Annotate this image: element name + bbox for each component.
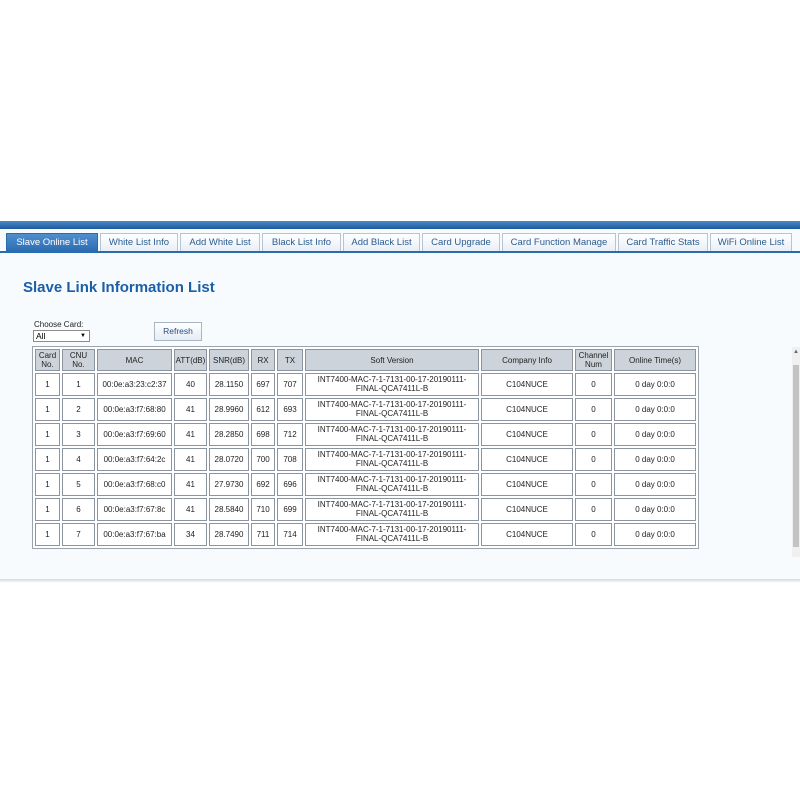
cell-online-time: 0 day 0:0:0 <box>614 473 696 496</box>
cell-rx: 692 <box>251 473 275 496</box>
cell-cnu-no: 4 <box>62 448 95 471</box>
cell-channel-num: 0 <box>575 423 612 446</box>
cell-snr: 28.1150 <box>209 373 249 396</box>
header-company-info: Company Info <box>481 349 573 371</box>
choose-card-value: All <box>36 331 46 341</box>
tab-add-black-list[interactable]: Add Black List <box>343 233 420 252</box>
cell-online-time: 0 day 0:0:0 <box>614 423 696 446</box>
choose-card-select[interactable] <box>33 330 90 342</box>
cell-channel-num: 0 <box>575 373 612 396</box>
table-row <box>35 473 696 496</box>
table-row <box>35 398 696 421</box>
cell-soft-version: INT7400-MAC-7-1-7131-00-17-20190111-FINAL-QCA7411L-B <box>305 423 479 446</box>
cell-soft-version: INT7400-MAC-7-1-7131-00-17-20190111-FINAL-QCA7411L-B <box>305 498 479 521</box>
cell-card-no: 1 <box>35 498 60 521</box>
top-banner <box>0 221 800 229</box>
cell-rx: 697 <box>251 373 275 396</box>
cell-tx: 696 <box>277 473 303 496</box>
cell-mac: 00:0e:a3:f7:68:c0 <box>97 473 172 496</box>
header-snr: SNR(dB) <box>209 349 249 371</box>
vertical-scrollbar[interactable] <box>792 347 800 557</box>
cell-snr: 27.9730 <box>209 473 249 496</box>
cell-tx: 707 <box>277 373 303 396</box>
table-row <box>35 523 696 546</box>
app-window <box>0 221 800 579</box>
header-online-time: Online Time(s) <box>614 349 696 371</box>
cell-card-no: 1 <box>35 523 60 546</box>
cell-online-time: 0 day 0:0:0 <box>614 498 696 521</box>
tab-card-traffic-stats[interactable]: Card Traffic Stats <box>618 233 708 252</box>
cell-att: 40 <box>174 373 207 396</box>
cell-tx: 712 <box>277 423 303 446</box>
table-header-row <box>35 349 696 371</box>
cell-channel-num: 0 <box>575 398 612 421</box>
cell-mac: 00:0e:a3:23:c2:37 <box>97 373 172 396</box>
cell-channel-num: 0 <box>575 523 612 546</box>
cell-company-info: C104NUCE <box>481 398 573 421</box>
cell-rx: 700 <box>251 448 275 471</box>
cell-channel-num: 0 <box>575 448 612 471</box>
cell-tx: 708 <box>277 448 303 471</box>
header-channel-num: Channel Num <box>575 349 612 371</box>
cell-att: 41 <box>174 448 207 471</box>
cell-rx: 698 <box>251 423 275 446</box>
cell-card-no: 1 <box>35 423 60 446</box>
cell-att: 41 <box>174 473 207 496</box>
cell-soft-version: INT7400-MAC-7-1-7131-00-17-20190111-FINAL-QCA7411L-B <box>305 398 479 421</box>
tab-card-function-manage[interactable]: Card Function Manage <box>502 233 616 252</box>
cell-soft-version: INT7400-MAC-7-1-7131-00-17-20190111-FINAL-QCA7411L-B <box>305 523 479 546</box>
cell-company-info: C104NUCE <box>481 498 573 521</box>
tab-wifi-online-list[interactable]: WiFi Online List <box>710 233 792 252</box>
chevron-down-icon: ▼ <box>80 333 86 339</box>
cell-mac: 00:0e:a3:f7:67:8c <box>97 498 172 521</box>
cell-card-no: 1 <box>35 448 60 471</box>
header-mac: MAC <box>97 349 172 371</box>
cell-company-info: C104NUCE <box>481 423 573 446</box>
tab-slave-online-list[interactable]: Slave Online List <box>6 233 98 252</box>
tab-add-white-list[interactable]: Add White List <box>180 233 260 252</box>
cell-mac: 00:0e:a3:f7:64:2c <box>97 448 172 471</box>
cell-card-no: 1 <box>35 473 60 496</box>
cell-snr: 28.5840 <box>209 498 249 521</box>
cell-online-time: 0 day 0:0:0 <box>614 523 696 546</box>
cell-mac: 00:0e:a3:f7:67:ba <box>97 523 172 546</box>
cell-cnu-no: 6 <box>62 498 95 521</box>
cell-company-info: C104NUCE <box>481 523 573 546</box>
scrollbar-thumb[interactable] <box>793 365 799 547</box>
cell-att: 34 <box>174 523 207 546</box>
tab-card-upgrade[interactable]: Card Upgrade <box>422 233 500 252</box>
cell-company-info: C104NUCE <box>481 473 573 496</box>
cell-att: 41 <box>174 423 207 446</box>
cell-card-no: 1 <box>35 398 60 421</box>
cell-tx: 714 <box>277 523 303 546</box>
cell-cnu-no: 2 <box>62 398 95 421</box>
cell-channel-num: 0 <box>575 498 612 521</box>
scroll-up-arrow-icon[interactable]: ▲ <box>793 349 799 355</box>
header-soft-version: Soft Version <box>305 349 479 371</box>
tab-black-list-info[interactable]: Black List Info <box>262 233 341 252</box>
cell-company-info: C104NUCE <box>481 373 573 396</box>
cell-att: 41 <box>174 498 207 521</box>
cell-snr: 28.9960 <box>209 398 249 421</box>
cell-tx: 699 <box>277 498 303 521</box>
header-att: ATT(dB) <box>174 349 207 371</box>
tab-white-list-info[interactable]: White List Info <box>100 233 178 252</box>
slave-link-table <box>32 346 699 549</box>
cell-snr: 28.0720 <box>209 448 249 471</box>
cell-online-time: 0 day 0:0:0 <box>614 448 696 471</box>
cell-company-info: C104NUCE <box>481 448 573 471</box>
cell-cnu-no: 1 <box>62 373 95 396</box>
cell-rx: 612 <box>251 398 275 421</box>
cell-snr: 28.2850 <box>209 423 249 446</box>
table-row <box>35 448 696 471</box>
cell-card-no: 1 <box>35 373 60 396</box>
cell-soft-version: INT7400-MAC-7-1-7131-00-17-20190111-FINAL-QCA7411L-B <box>305 448 479 471</box>
cell-rx: 711 <box>251 523 275 546</box>
refresh-button[interactable]: Refresh <box>154 322 202 341</box>
header-card-no: Card No. <box>35 349 60 371</box>
cell-soft-version: INT7400-MAC-7-1-7131-00-17-20190111-FINAL-QCA7411L-B <box>305 473 479 496</box>
cell-att: 41 <box>174 398 207 421</box>
header-rx: RX <box>251 349 275 371</box>
cell-cnu-no: 3 <box>62 423 95 446</box>
table-row <box>35 498 696 521</box>
table-row <box>35 373 696 396</box>
header-cnu-no: CNU No. <box>62 349 95 371</box>
page-title: Slave Link Information List <box>23 279 215 296</box>
choose-card-label: Choose Card: <box>34 320 84 329</box>
cell-mac: 00:0e:a3:f7:69:60 <box>97 423 172 446</box>
cell-rx: 710 <box>251 498 275 521</box>
bottom-shadow <box>0 579 800 583</box>
cell-tx: 693 <box>277 398 303 421</box>
cell-online-time: 0 day 0:0:0 <box>614 373 696 396</box>
cell-cnu-no: 7 <box>62 523 95 546</box>
cell-soft-version: INT7400-MAC-7-1-7131-00-17-20190111-FINAL-QCA7411L-B <box>305 373 479 396</box>
tab-underline <box>0 251 800 253</box>
cell-cnu-no: 5 <box>62 473 95 496</box>
cell-mac: 00:0e:a3:f7:68:80 <box>97 398 172 421</box>
cell-channel-num: 0 <box>575 473 612 496</box>
table-row <box>35 423 696 446</box>
cell-snr: 28.7490 <box>209 523 249 546</box>
header-tx: TX <box>277 349 303 371</box>
cell-online-time: 0 day 0:0:0 <box>614 398 696 421</box>
